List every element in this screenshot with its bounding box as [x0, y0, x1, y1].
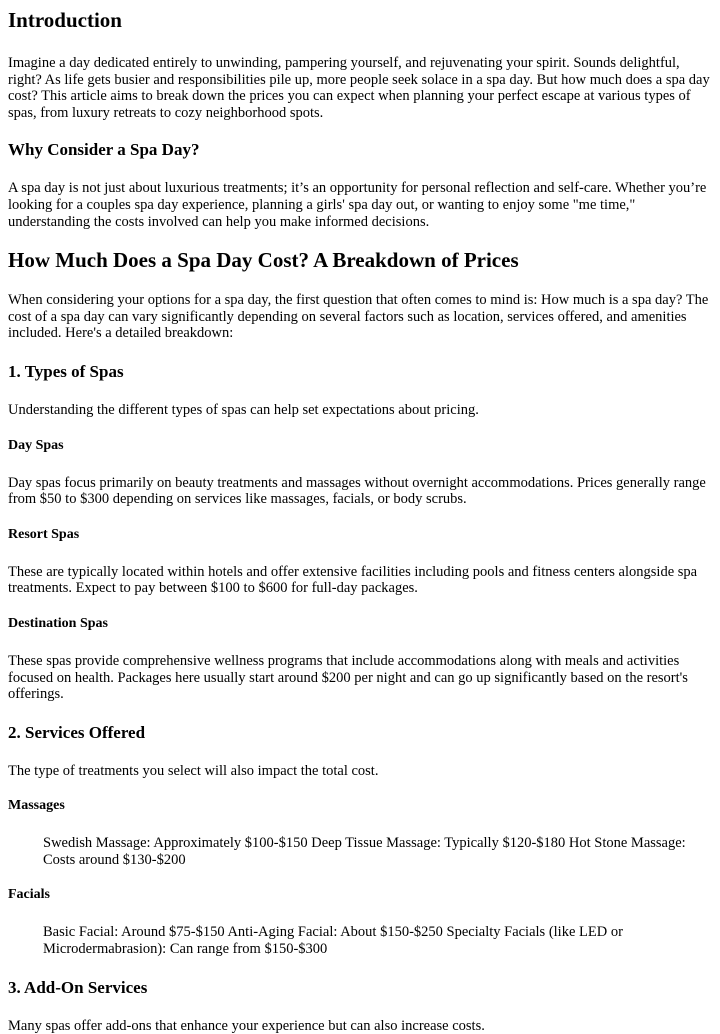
cost-paragraph: When considering your options for a spa day, the first question that often comes to mind is: How much is a spa day? The cost of a spa day can vary significantly depending on several factors such as location, services offered, and amenities included. Here's a detailed breakdown: [8, 292, 709, 342]
destination-spas-heading: Destination Spas [8, 615, 108, 631]
types-heading: 1. Types of Spas [8, 361, 124, 381]
facials-list: Basic Facial: Around $75-$150 Anti-Aging Facial: About $150-$250 Specialty Facials (like LED or Microdermabrasion): Can range from $150-$300 [43, 924, 623, 958]
why-paragraph: A spa day is not just about luxurious treatments; it’s an opportunity for personal reflection and self-care. Whether you’re looking for a couples spa day experience, planning a girls' spa day out, or wanting to enjoy some "me time," understanding the costs involved can help you make informed decisions. [8, 180, 707, 230]
why-heading: Why Consider a Spa Day? [8, 140, 200, 160]
day-spas-paragraph: Day spas focus primarily on beauty treatments and massages without overnight accommodations. Prices generally range from $50 to $300 depending on services like massages, facials, or body scrubs. [8, 474, 706, 508]
massages-list: Swedish Massage: Approximately $100-$150 Deep Tissue Massage: Typically $120-$180 Hot Stone Massage: Costs around $130-$200 [43, 835, 686, 868]
intro-heading: Introduction [8, 8, 122, 32]
destination-spas-paragraph: These spas provide comprehensive wellness programs that include accommodations along with meals and activities focused on health. Packages here usually start around $200 per night and can go up significantly based on the resort's offerings. [8, 652, 688, 703]
resort-spas-paragraph: These are typically located within hotels and offer extensive facilities including pools and fitness centers alongside spa treatments. Expect to pay between $100 to $600 for full-day packages. [8, 563, 698, 597]
types-paragraph: Understanding the different types of spas can help set expectations about pricing. [8, 401, 479, 418]
massages-heading: Massages [8, 798, 65, 814]
day-spas-heading: Day Spas [8, 437, 64, 453]
services-paragraph: The type of treatments you select will also impact the total cost. [8, 762, 379, 779]
resort-spas-heading: Resort Spas [8, 526, 80, 542]
services-heading: 2. Services Offered [8, 722, 146, 742]
cost-heading: How Much Does a Spa Day Cost? A Breakdown of Prices [8, 248, 519, 273]
facials-heading: Facials [8, 887, 50, 903]
add-on-heading: 3. Add-On Services [8, 977, 148, 997]
intro-paragraph: Imagine a day dedicated entirely to unwinding, pampering yourself, and rejuvenating your spirit. Sounds delightful, right? As life gets busier and responsibilities pile up, more people seek solace in a spa day. But how much does a spa day cost? This article aims to break down the prices you can expect when planning your perfect escape at various types of spas, from luxury retreats to cozy neighborhood spots. [8, 55, 710, 121]
add-on-paragraph: Many spas offer add-ons that enhance your experience but can also increase costs. [8, 1017, 485, 1034]
